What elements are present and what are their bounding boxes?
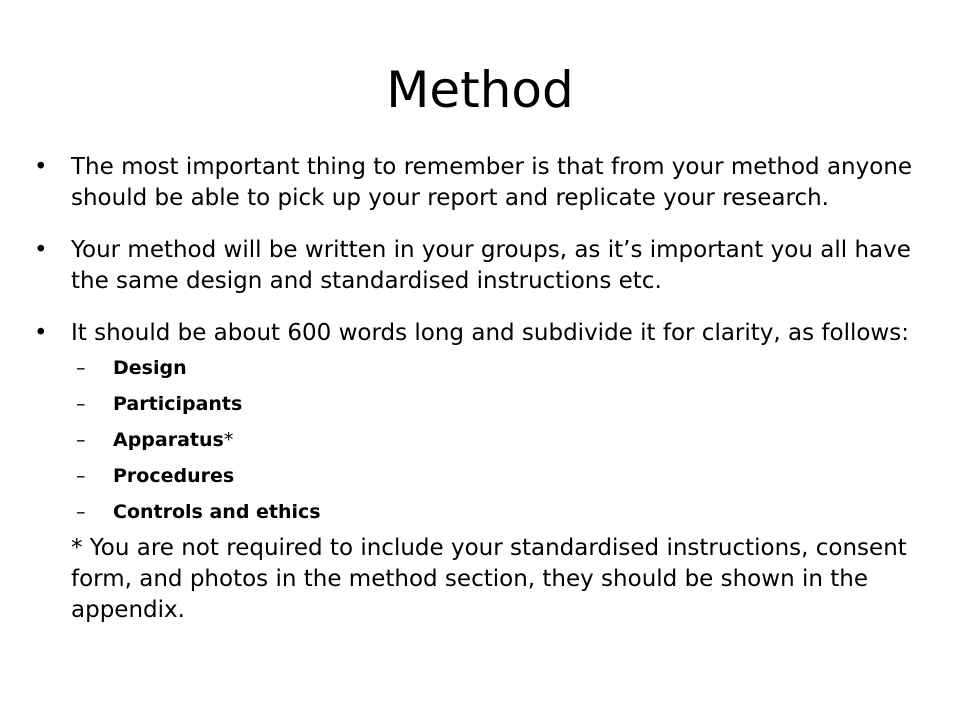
subitem <box>76 463 960 489</box>
subitem-label: Design <box>113 357 187 379</box>
footnote: * You are not required to include your standardised instructions, consent form, and photos in the method section, they should be shown in the appendix. <box>71 535 907 623</box>
bullet-list <box>34 152 934 626</box>
subitem <box>76 355 960 381</box>
subitem-container <box>34 355 934 525</box>
bullet-item <box>34 235 934 297</box>
subitem-label: Controls and ethics <box>113 501 321 523</box>
dash-icon: – <box>76 465 86 487</box>
bullet-text: It should be about 600 words long and subdivide it for clarity, as follows: <box>71 320 909 346</box>
bullet-item <box>34 318 934 349</box>
bullet-text: The most important thing to remember is that from your method anyone should be able to pick up your report and replicate your research. <box>71 154 913 211</box>
subitem-list <box>76 355 960 525</box>
bullet-text: Your method will be written in your groups, as it’s important you all have the same design and standardised instructions etc. <box>71 237 911 294</box>
subitem-label: Participants <box>113 393 243 415</box>
subitem <box>76 499 960 525</box>
subitem <box>76 427 960 453</box>
dash-icon: – <box>76 429 86 451</box>
subitem-suffix: * <box>223 429 234 451</box>
dash-icon: – <box>76 501 86 523</box>
subitem-label: Procedures <box>113 465 235 487</box>
subitem-label: Apparatus <box>113 429 224 451</box>
subitem <box>76 391 960 417</box>
slide-title: Method <box>386 61 574 119</box>
bullet-icon: • <box>34 237 48 263</box>
bullet-icon: • <box>34 154 48 180</box>
dash-icon: – <box>76 393 86 415</box>
bullet-item <box>34 152 934 214</box>
dash-icon: – <box>76 357 86 379</box>
bullet-icon: • <box>34 320 48 346</box>
